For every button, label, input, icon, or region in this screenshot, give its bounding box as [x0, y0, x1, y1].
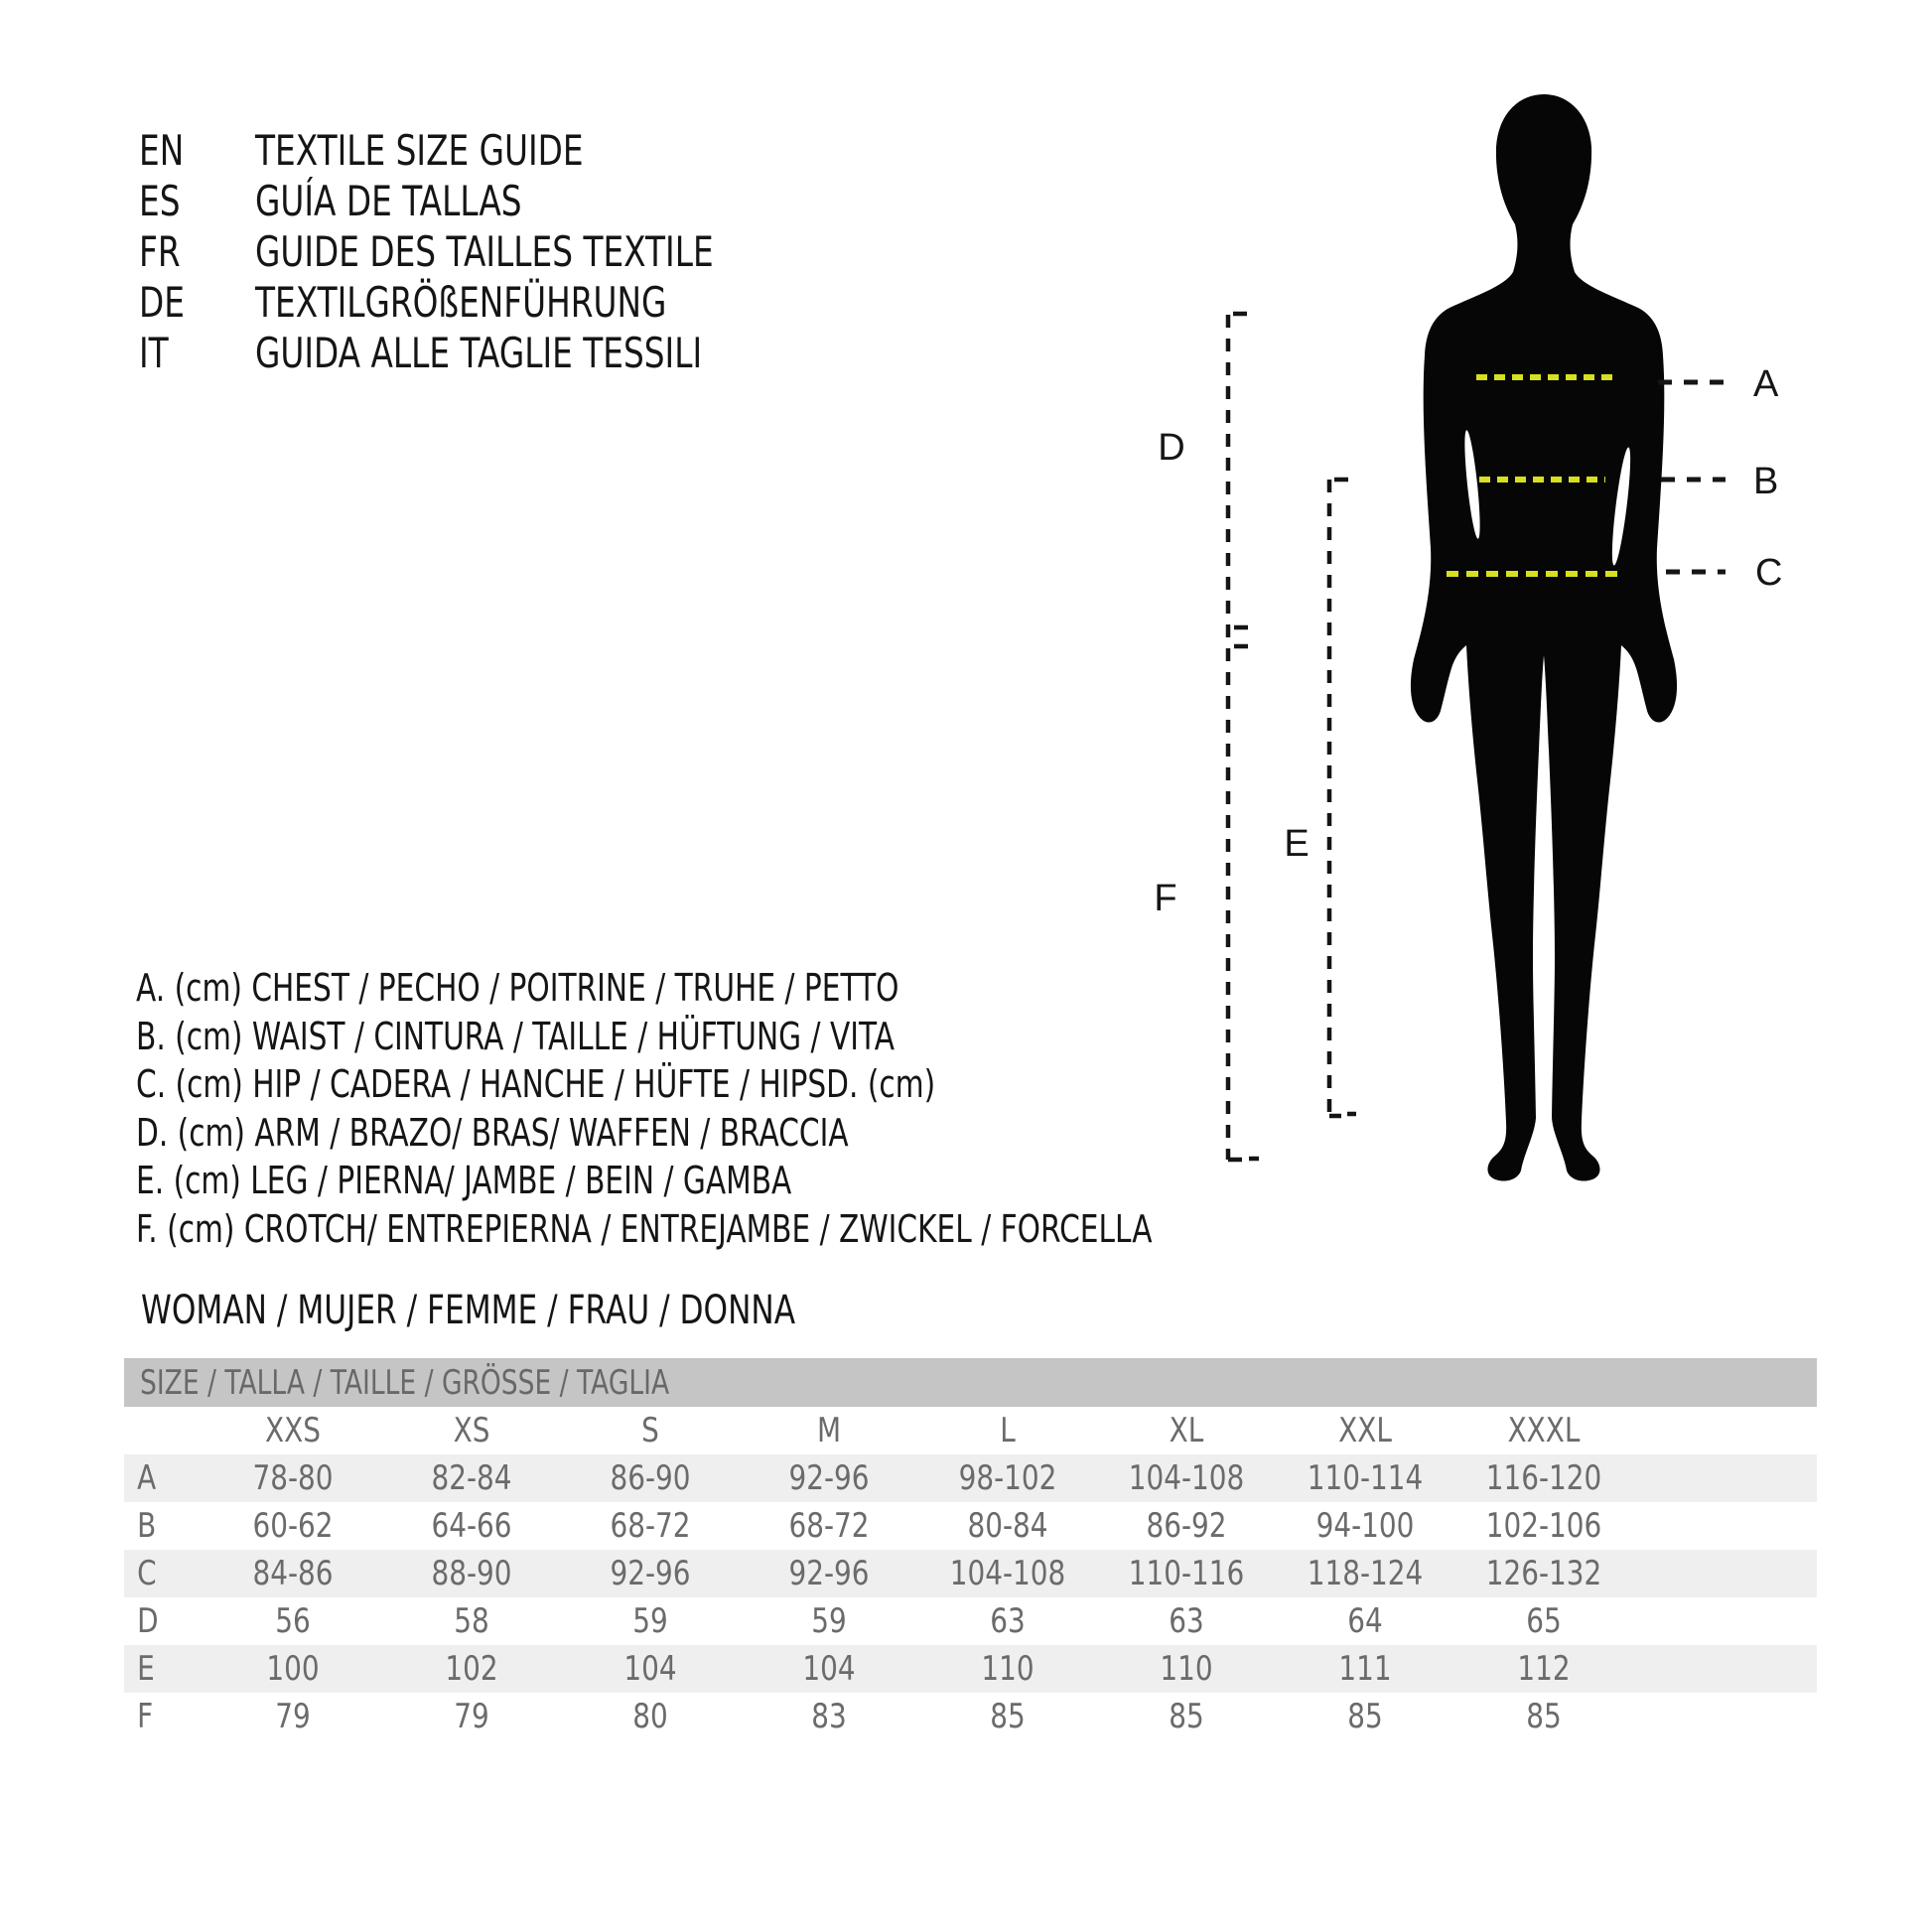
- row-label: F: [137, 1697, 154, 1736]
- lang-code-de: DE: [139, 278, 185, 327]
- woman-silhouette-icon: [1411, 94, 1677, 1181]
- size-table: [124, 1358, 1817, 1740]
- table-cell: 63: [990, 1601, 1026, 1641]
- table-cell: 100: [266, 1649, 320, 1689]
- table-cell: 86-92: [1146, 1506, 1227, 1546]
- table-cell: 111: [1338, 1649, 1392, 1689]
- table-cell: 64: [1347, 1601, 1383, 1641]
- table-cell: 79: [454, 1697, 489, 1736]
- legend-hip: C. (cm) HIP / CADERA / HANCHE / HÜFTE / HIPSD. (cm): [136, 1062, 936, 1107]
- table-cell: 85: [990, 1697, 1026, 1736]
- table-cell: 68-72: [610, 1506, 691, 1546]
- table-row-chest: [124, 1454, 1817, 1502]
- lang-code-en: EN: [139, 126, 185, 175]
- size-column-s: S: [641, 1411, 659, 1450]
- lang-code-it: IT: [139, 329, 169, 377]
- table-cell: 85: [1526, 1697, 1562, 1736]
- size-column-l: L: [1000, 1411, 1016, 1450]
- lang-row-en: [139, 125, 843, 176]
- title-en: TEXTILE SIZE GUIDE: [255, 126, 584, 175]
- table-cell: 104-108: [949, 1554, 1066, 1593]
- table-cell: 56: [275, 1601, 311, 1641]
- size-table-header: [124, 1358, 1817, 1407]
- title-it: GUIDA ALLE TAGLIE TESSILI: [255, 329, 703, 377]
- table-cell: 82-84: [431, 1458, 512, 1498]
- leg-label: E: [1284, 823, 1310, 865]
- label-connector-dashes: [1658, 382, 1725, 572]
- table-row-hip: [124, 1550, 1817, 1597]
- size-column-xxl: XXL: [1338, 1411, 1392, 1450]
- table-cell: 92-96: [610, 1554, 691, 1593]
- table-cell: 64-66: [431, 1506, 512, 1546]
- title-de: TEXTILGRÖßENFÜHRUNG: [255, 278, 667, 327]
- size-column-xxxl: XXXL: [1507, 1411, 1581, 1450]
- measurement-legend: [136, 964, 1439, 1253]
- table-cell: 104: [802, 1649, 856, 1689]
- size-columns-row: [124, 1407, 1817, 1454]
- table-cell: 88-90: [431, 1554, 512, 1593]
- language-title-block: [139, 125, 843, 378]
- table-cell: 102-106: [1485, 1506, 1602, 1546]
- size-column-m: M: [816, 1411, 842, 1450]
- table-cell: 83: [811, 1697, 847, 1736]
- table-cell: 118-124: [1307, 1554, 1424, 1593]
- table-cell: 85: [1347, 1697, 1383, 1736]
- size-table-header-text: SIZE / TALLA / TAILLE / GRÖSSE / TAGLIA: [140, 1362, 670, 1403]
- table-cell: 104: [623, 1649, 677, 1689]
- table-cell: 110-116: [1128, 1554, 1245, 1593]
- table-cell: 78-80: [252, 1458, 334, 1498]
- table-cell: 92-96: [788, 1554, 870, 1593]
- legend-chest: A. (cm) CHEST / PECHO / POITRINE / TRUHE / PETTO: [136, 966, 899, 1011]
- title-fr: GUIDE DES TAILLES TEXTILE: [255, 227, 714, 276]
- table-cell: 59: [811, 1601, 847, 1641]
- row-label: E: [137, 1649, 155, 1689]
- table-cell: 110: [981, 1649, 1035, 1689]
- table-cell: 110-114: [1307, 1458, 1424, 1498]
- table-row-waist: [124, 1502, 1817, 1550]
- table-cell: 80: [632, 1697, 668, 1736]
- table-cell: 116-120: [1485, 1458, 1602, 1498]
- legend-crotch: F. (cm) CROTCH/ ENTREPIERNA / ENTREJAMBE / ZWICKEL / FORCELLA: [136, 1206, 1153, 1251]
- size-column-xs: XS: [453, 1411, 490, 1450]
- waist-label: B: [1753, 461, 1779, 502]
- table-row-arm: [124, 1597, 1817, 1645]
- legend-arm: D. (cm) ARM / BRAZO/ BRAS/ WAFFEN / BRACCIA: [136, 1110, 849, 1155]
- chest-label: A: [1753, 363, 1779, 405]
- table-cell: 84-86: [252, 1554, 334, 1593]
- table-cell: 79: [275, 1697, 311, 1736]
- size-column-xxs: XXS: [265, 1411, 321, 1450]
- table-cell: 102: [445, 1649, 498, 1689]
- table-cell: 58: [454, 1601, 489, 1641]
- table-cell: 60-62: [252, 1506, 334, 1546]
- table-cell: 110: [1160, 1649, 1213, 1689]
- row-label: C: [137, 1554, 157, 1593]
- table-cell: 98-102: [958, 1458, 1057, 1498]
- table-cell: 80-84: [967, 1506, 1048, 1546]
- table-cell: 63: [1169, 1601, 1204, 1641]
- table-cell: 126-132: [1485, 1554, 1602, 1593]
- arm-label: D: [1158, 427, 1185, 469]
- table-row-leg: [124, 1645, 1817, 1693]
- lang-code-fr: FR: [139, 227, 181, 276]
- table-cell: 85: [1169, 1697, 1204, 1736]
- table-row-crotch: [124, 1693, 1817, 1740]
- category-heading-text: WOMAN / MUJER / FEMME / FRAU / DONNA: [141, 1287, 796, 1333]
- lang-row-es: [139, 176, 843, 226]
- table-cell: 59: [632, 1601, 668, 1641]
- crotch-label: F: [1154, 878, 1177, 919]
- lang-row-de: [139, 277, 843, 328]
- category-heading: [141, 1286, 980, 1334]
- row-label: B: [137, 1506, 157, 1546]
- table-cell: 65: [1526, 1601, 1562, 1641]
- row-label: D: [137, 1601, 159, 1641]
- table-cell: 94-100: [1315, 1506, 1415, 1546]
- table-cell: 112: [1517, 1649, 1571, 1689]
- hip-label: C: [1755, 552, 1783, 594]
- table-cell: 86-90: [610, 1458, 691, 1498]
- title-es: GUÍA DE TALLAS: [255, 177, 522, 225]
- size-column-xl: XL: [1169, 1411, 1204, 1450]
- row-label: A: [137, 1458, 157, 1498]
- lang-row-fr: [139, 226, 843, 277]
- table-cell: 104-108: [1128, 1458, 1245, 1498]
- legend-waist: B. (cm) WAIST / CINTURA / TAILLE / HÜFTUNG / VITA: [136, 1014, 896, 1058]
- lang-row-it: [139, 328, 843, 378]
- lang-code-es: ES: [139, 177, 181, 225]
- table-cell: 68-72: [788, 1506, 870, 1546]
- legend-leg: E. (cm) LEG / PIERNA/ JAMBE / BEIN / GAMBA: [136, 1159, 792, 1203]
- table-cell: 92-96: [788, 1458, 870, 1498]
